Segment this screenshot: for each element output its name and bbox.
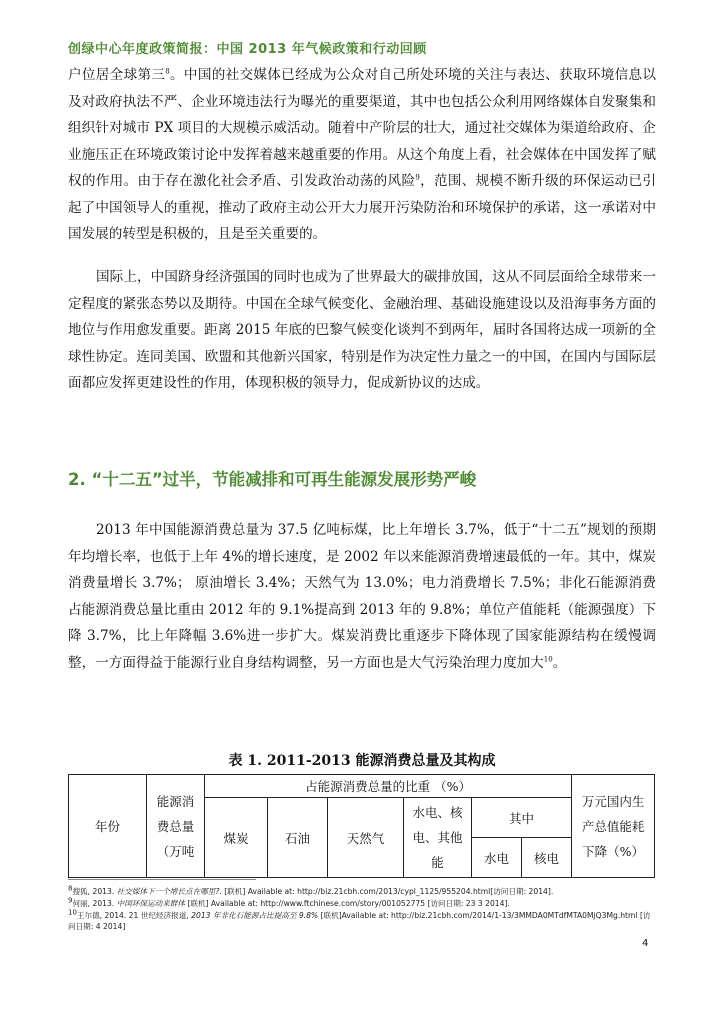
footnote-divider [68, 879, 256, 880]
header-year: 年份 [69, 775, 147, 878]
page-number: 4 [642, 938, 649, 949]
paragraph-text: 。中国的社交媒体已经成为公众对自己所处环境的关注与表达、获取环境信息以及对政府执法不严、企业环境违法行为曝光的重要渠道，其中也包括公众利用网络媒体自发聚集和组织针对城市 PX 项目的大规模示威活动。随着中产阶层的壮大，通过社交媒体为渠道给政府、企业施压正在环境政策讨论中发挥着越来越重要的作用。从这个角度上看，社会媒体在中国发挥了赋权的作用。由于存在激化社会矛盾、引发政治动荡的风险 [68, 67, 657, 189]
paragraph-text: 户位居全球第三 [68, 67, 166, 83]
header-coal: 煤炭 [205, 798, 268, 878]
header-total-consumption: 能源消 费总量 （万吨 [147, 775, 205, 878]
header-nuclear: 核电 [522, 838, 572, 878]
energy-consumption-table [68, 774, 655, 878]
header-gas: 天然气 [328, 798, 404, 878]
paragraph-text: ，范围、规模不断升级的环保运动已引起了中国领导人的重视，推动了政府主动公开大力展开污染防治和环境保护的承诺，这一承诺对中国发展的转型是积极的，且是至关重要的。 [68, 173, 657, 242]
header-oil: 石油 [268, 798, 328, 878]
paragraph-international: 国际上，中国跻身经济强国的同时也成为了世界最大的碳排放国，这从不同层面给全球带来一定程度的紧张态势以及期待。中国在全球气候变化、金融治理、基础设施建设以及沿海事务方面的地位与作用愈发重要。距离 2015 年底的巴黎气候变化谈判不到两年，届时各国将达成一项新的全球性协定。连同美国、欧盟和其他新兴国家，特别是作为决定性力量之一的中国，在国内与国际层面都应发挥更建设性的作用，体现积极的领导力，促成新协议的达成。 [68, 269, 656, 391]
header-hydro-nuclear-other: 水电、核 电、其他能 [404, 798, 472, 878]
header-share: 占能源消费总量的比重 （%） [205, 775, 572, 798]
footnote-ref-9[interactable]: 9 [415, 173, 420, 182]
paragraph-text: 2013 年中国能源消费总量为 37.5 亿吨标煤，比上年增长 3.7%，低于“十二五”规划的预期年均增长率，也低于上年 4%的增长速度，是 2002 年以来能源消费增速最低的一年。其中，煤炭消费量增长 3.7%； 原油增长 3.4%；天然气为 13.0%；电力消费增长 7.5%；非化石能源消费占能源消费总量比重由 2012 年的 9.1%提高到 2013 年的 9.8%；单位产值能耗（能源强度）下降 3.7%，比上年降幅 3.6%进一步扩大。煤炭消费比重逐步下降体现了国家能源结构在缓慢调整，一方面得益于能源行业自身结构调整，另一方面也是大气污染治理力度加大 [68, 522, 656, 671]
header-of-which: 其中 [472, 798, 572, 838]
footnote-10: $^{10}$王尔德, 2014. 21 世纪经济报道, 2013 年非化石能源占比提高至 9.8% [联机]Available at: http://biz.21cbh.com/2014/1-13/3MMDA0MTdfMTA0MjQ3Mg.html [访问日期: 4 2014] [68, 908, 651, 931]
table-header-row [69, 775, 655, 798]
paragraph-energy-consumption [68, 517, 656, 676]
paragraph-social-media [68, 62, 656, 248]
page-header: 创绿中心年度政策简报：中国 2013 年气候政策和行动回顾 [68, 42, 427, 57]
header-hydro: 水电 [472, 838, 522, 878]
table-caption: 表 1. 2011-2013 能源消费总量及其构成 [228, 753, 496, 769]
footnote-ref-10[interactable]: 10 [543, 654, 553, 663]
header-gdp-intensity: 万元国内生 产总值能耗 下降（%） [572, 775, 655, 878]
section-title: 2. “十二五”过半，节能减排和可再生能源发展形势严峻 [68, 470, 477, 489]
footnote-8: $^8$搜狐, 2013. 社交媒体下一个增长点在哪里?. [联机] Available at: http://biz.21cbh.com/2013/cypl_1125/955204.html[访问日期: 2014]. [68, 884, 554, 896]
paragraph-text: 。 [552, 654, 567, 671]
footnote-9: $^9$何丽, 2013. 中国环保运动来群体 [联机] Available at: http://www.ftchinese.com/story/001052775 [访问日期: 23 3 2014]. [68, 896, 510, 908]
footnotes [68, 886, 658, 933]
footnote-ref-8[interactable]: 8 [165, 67, 170, 76]
